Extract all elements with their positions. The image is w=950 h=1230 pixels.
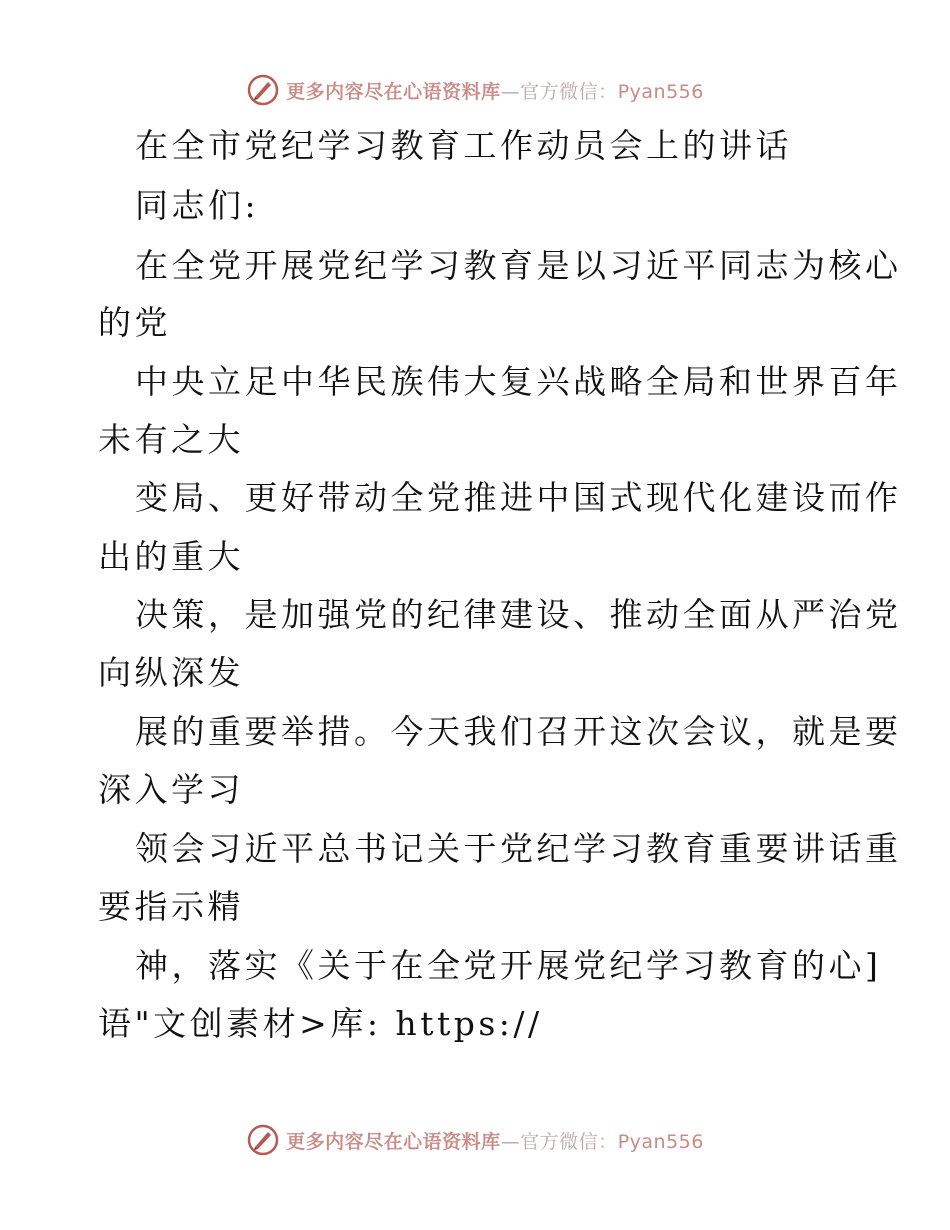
watermark-brand: 更多内容尽在心语资料库 <box>286 1130 501 1153</box>
document-title: 在全市党纪学习教育工作动员会上的讲话 <box>135 126 792 165</box>
quill-logo-icon <box>246 73 280 107</box>
text-line: 领会习近平总书记关于党纪学习教育重要讲话重 <box>135 829 902 868</box>
text-line: 向纵深发 <box>98 653 244 692</box>
text-line: 中央立足中华民族伟大复兴战略全局和世界百年 <box>135 362 902 401</box>
watermark-label: 官方微信： <box>520 80 618 103</box>
watermark-id: Pyan556 <box>617 80 704 103</box>
watermark-dash: — <box>500 1130 521 1153</box>
text-line: 的党 <box>98 303 171 342</box>
quill-logo-icon <box>246 1123 280 1157</box>
text-line: 变局、更好带动全党推进中国式现代化建设而作 <box>135 478 902 517</box>
text-line: 语"文创素材>库: https:// <box>98 1004 543 1043</box>
text-line: 深入学习 <box>98 770 244 809</box>
watermark-id: Pyan556 <box>617 1130 704 1153</box>
watermark-text <box>286 77 704 104</box>
text-line: 展的重要举措。今天我们召开这次会议，就是要 <box>135 712 902 751</box>
text-line: 决策，是加强党的纪律建设、推动全面从严治党 <box>135 595 902 634</box>
text-line: 同志们: <box>135 186 260 225</box>
text-line: 在全党开展党纪学习教育是以习近平同志为核心 <box>135 246 902 285</box>
text-line: 神，落实《关于在全党开展党纪学习教育的心] <box>135 946 882 985</box>
text-line: 未有之大 <box>98 420 244 459</box>
watermark-label: 官方微信： <box>520 1130 618 1153</box>
watermark-dash: — <box>500 80 521 103</box>
header-watermark <box>0 70 950 110</box>
text-line: 出的重大 <box>98 537 244 576</box>
watermark-brand: 更多内容尽在心语资料库 <box>286 80 501 103</box>
footer-watermark <box>0 1120 950 1160</box>
text-line: 要指示精 <box>98 887 244 926</box>
watermark-text <box>286 1127 704 1154</box>
